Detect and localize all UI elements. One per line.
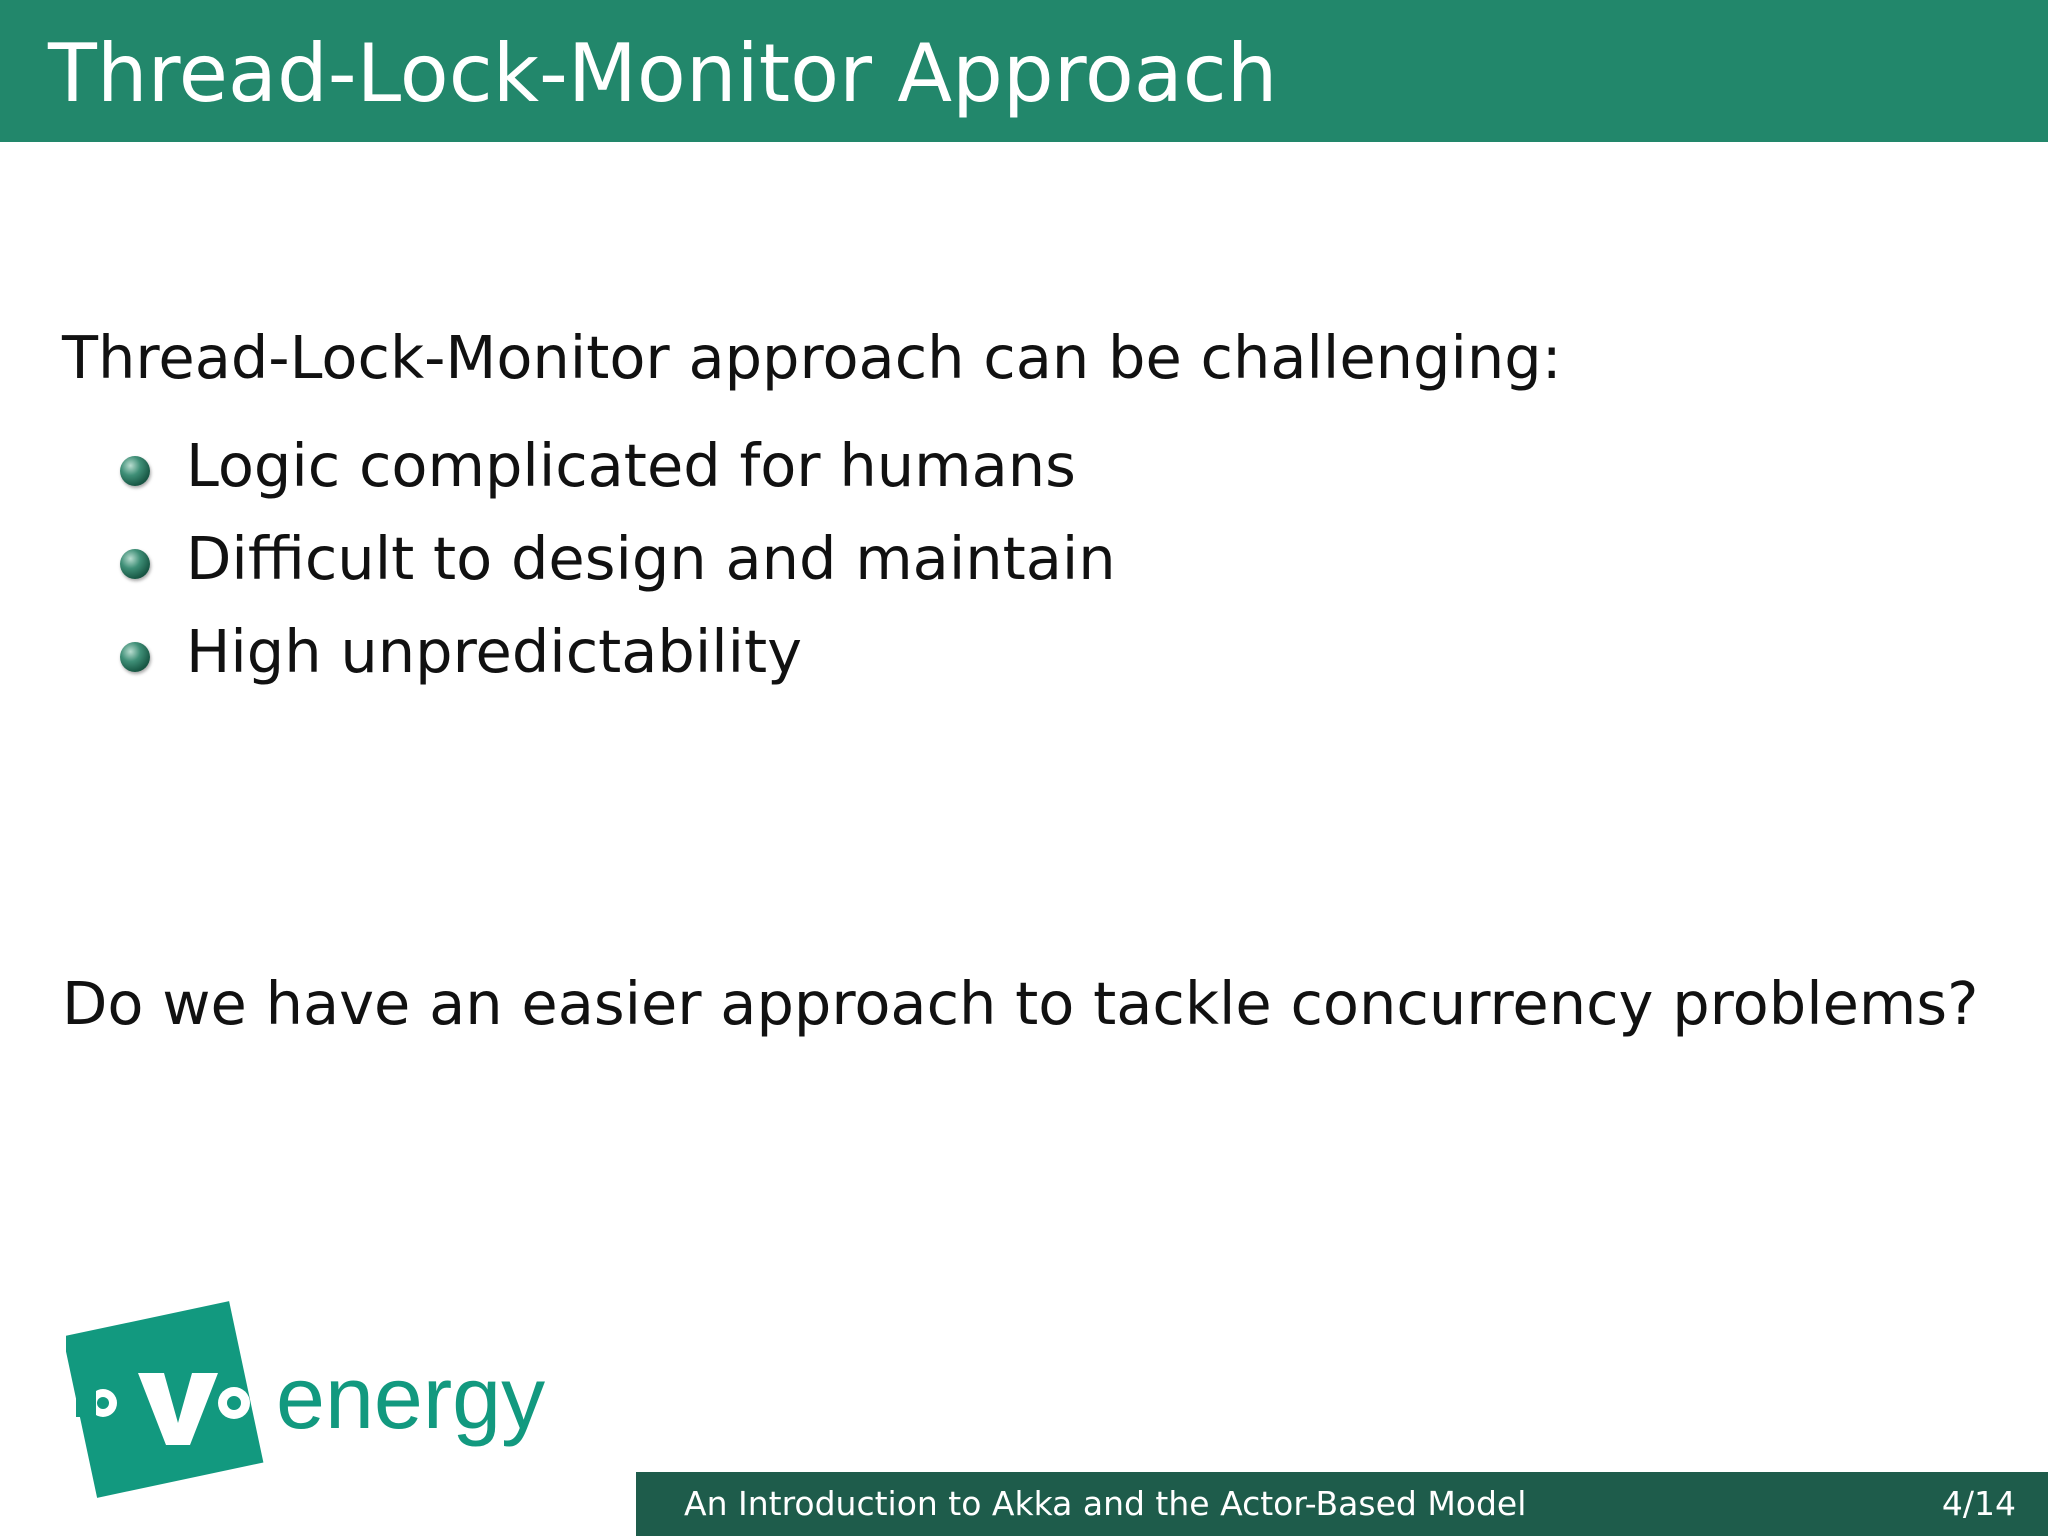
bullet-ball-icon (120, 642, 150, 672)
footer-bar (636, 1472, 2048, 1536)
title-bar (0, 0, 2048, 142)
footer-page-number: 4/14 (1941, 1484, 2016, 1523)
bullet-text: High unpredictability (186, 617, 803, 686)
intro-text: Thread-Lock-Monitor approach can be challenging: (62, 323, 1562, 392)
slide-title: Thread-Lock-Monitor Approach (48, 27, 1278, 120)
bullet-text: Logic complicated for humans (186, 431, 1076, 500)
bullet-ball-icon (120, 549, 150, 579)
footer-presentation-title: An Introduction to Akka and the Actor-Based Model (684, 1484, 1527, 1523)
bullet-text: Difficult to design and maintain (186, 524, 1116, 593)
bullet-ball-icon (120, 456, 150, 486)
logo-word: energy (276, 1348, 546, 1447)
ovo-energy-logo (66, 1295, 566, 1505)
question-text: Do we have an easier approach to tackle concurrency problems? (62, 969, 1979, 1038)
